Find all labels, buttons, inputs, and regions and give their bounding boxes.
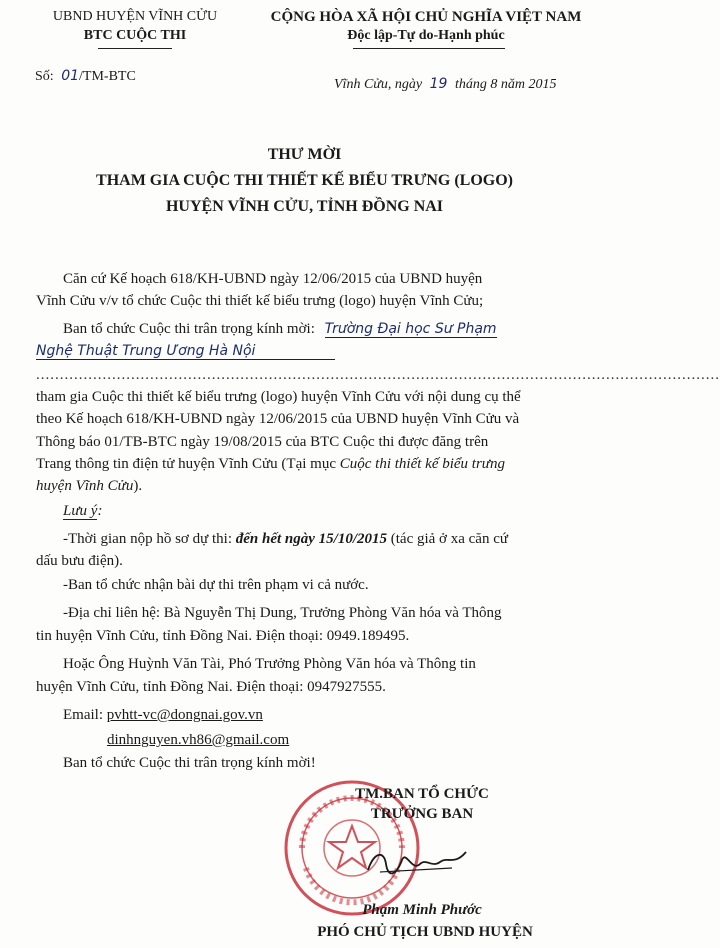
contact1-line-1: -Địa chỉ liên hệ: Bà Nguyễn Thị Dung, Trưởng Phòng Văn hóa và Thông [63, 605, 502, 621]
title-line-3: HUYỆN VĨNH CỬU, TỈNH ĐỒNG NAI [165, 198, 444, 215]
invitee-handwritten-1: Trường Đại học Sư Phạm [324, 321, 497, 337]
left-rule [98, 48, 172, 49]
sign-role-line: TRƯỞNG BAN [370, 806, 474, 822]
invite-line [63, 320, 497, 339]
deadline-line-2: dấu bưu điện). [36, 553, 123, 569]
contact2-line-1: Hoặc Ông Huỳnh Văn Tài, Phó Trưởng Phòng Văn hóa và Thông tin [63, 656, 476, 672]
invite-prefix: Ban tổ chức Cuộc thi trân trọng kính mời: [63, 321, 315, 337]
closing-line: Ban tổ chức Cuộc thi trân trọng kính mời! [63, 755, 316, 771]
p2-line-5 [36, 477, 142, 496]
date-day: 19 [429, 76, 448, 92]
signer-position: PHÓ CHỦ TỊCH UBND HUYỆN [317, 924, 533, 940]
deadline-note: (tác giả ở xa căn cứ [387, 531, 508, 547]
deadline-line [63, 530, 508, 549]
p1-line-1: Căn cứ Kế hoạch 618/KH-UBND ngày 12/06/2015 của UBND huyện [63, 271, 483, 287]
deadline-label: -Thời gian nộp hồ sơ dự thi: [63, 531, 236, 547]
title-line-2: THAM GIA CUỘC THI THIẾT KẾ BIỂU TRƯNG (LOGO) [96, 172, 513, 189]
deadline-date: đến hết ngày 15/10/2015 [235, 531, 387, 547]
p2-line-5-text: ). [133, 478, 143, 494]
p2-line-4-italic: Cuộc thi thiết kế biểu trưng [339, 456, 505, 472]
note-label [63, 502, 102, 521]
p2-line-5-italic: huyện Vĩnh Cửu [36, 478, 134, 494]
email-link-2[interactable]: dinhnguyen.vh86@gmail.com [107, 732, 290, 748]
note-colon: : [97, 503, 103, 519]
motto-rule [353, 48, 505, 49]
title-line-1: THƯ MỜI [267, 146, 342, 163]
signer-name: Phạm Minh Phước [362, 902, 482, 918]
contact1-line-2: tin huyện Vĩnh Cửu, tỉnh Đồng Nai. Điện thoại: 0949.189495. [36, 628, 410, 644]
national-title: CỘNG HÒA XÃ HỘI CHỦ NGHĨA VIỆT NAM [270, 9, 582, 25]
p2-line-4 [36, 455, 505, 474]
note-label-text: Lưu ý [63, 503, 98, 519]
p2-line-3: Thông báo 01/TB-BTC ngày 19/08/2015 của BTC Cuộc thi được đăng trên [36, 434, 489, 450]
left-org: UBND HUYỆN VĨNH CỬU [52, 9, 218, 24]
date-suffix: tháng 8 năm 2015 [454, 77, 557, 92]
left-committee: BTC CUỘC THI [83, 28, 187, 43]
sign-org-line: TM.BAN TỔ CHỨC [355, 786, 489, 802]
email-link-1[interactable]: pvhtt-vc@dongnai.gov.vn [106, 707, 263, 723]
doc-number [35, 68, 136, 85]
p2-line-4-text: Trang thông tin điện tử huyện Vĩnh Cửu (Tại mục [36, 456, 340, 472]
scope-line: -Ban tổ chức nhận bài dự thi trên phạm vi cả nước. [63, 577, 369, 593]
p1-line-2: Vĩnh Cửu v/v tổ chức Cuộc thi thiết kế biểu trưng (logo) huyện Vĩnh Cửu; [36, 293, 484, 309]
email-line-2 [107, 731, 289, 750]
doc-number-value: 01 [61, 68, 80, 84]
motto: Độc lập-Tự do-Hạnh phúc [347, 28, 505, 43]
dotted-line: ................................................................................................................................................ [36, 367, 720, 383]
doc-number-label: Số: [35, 69, 54, 84]
handwritten-signature-icon [362, 842, 472, 882]
p2-line-2: theo Kế hoạch 618/KH-UBND ngày 12/06/2015 của UBND huyện Vĩnh Cửu và [36, 411, 520, 427]
p2-line-1: tham gia Cuộc thi thiết kế biểu trưng (logo) huyện Vĩnh Cửu với nội dung cụ thể [36, 389, 521, 405]
invitee-line-2 [36, 342, 596, 361]
contact2-line-2: huyện Vĩnh Cửu, tỉnh Đồng Nai. Điện thoại: 0947927555. [36, 679, 386, 695]
invitee-handwritten-2: Nghệ Thuật Trung Ương Hà Nội [36, 343, 335, 360]
date-line [334, 76, 556, 93]
date-prefix: Vĩnh Cửu, ngày [334, 77, 423, 92]
email-line-1 [63, 706, 263, 725]
doc-number-suffix: /TM-BTC [79, 69, 136, 84]
email-label: Email: [63, 707, 107, 723]
